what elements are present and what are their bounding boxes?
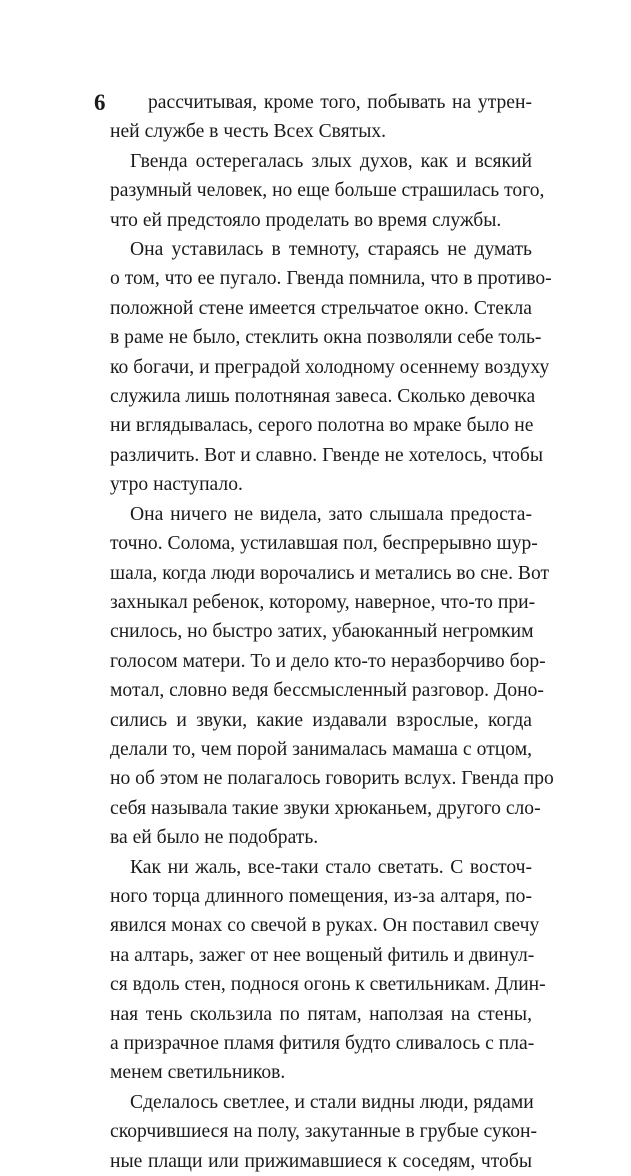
text-line: сились и звуки, какие издавали взрослые, когда <box>110 709 532 731</box>
text-line: ко богачи, и преградой холодному осеннему воздуху <box>110 356 550 378</box>
text-line: ная тень скользила по пятам, наползая на стены, <box>110 1003 532 1025</box>
text-line: о том, что ее пугало. Гвенда помнила, что в противо- <box>110 268 552 290</box>
paragraph <box>110 500 554 853</box>
text-line: скорчившиеся на полу, закутанные в грубые сукон- <box>110 1121 538 1143</box>
text-line: в раме не было, стеклить окна позволяли себе толь- <box>110 327 542 349</box>
text-line: явился монах со свечой в руках. Он поставил свечу <box>110 915 540 937</box>
text-line: Как ни жаль, все-таки стало светать. С восточ- <box>130 856 532 878</box>
paragraph <box>110 1088 538 1176</box>
page-number: 6 <box>94 90 106 115</box>
text-line: Она ничего не видела, зато слышала предоста- <box>130 503 532 525</box>
text-line: ни вглядывалась, серого полотна во мраке было не <box>110 415 534 437</box>
text-line: Гвенда остерегалась злых духов, как и всякий <box>130 150 532 172</box>
text-line: голосом матери. То и дело кто-то неразборчиво бор- <box>110 650 546 672</box>
text-line: но об этом не полагалось говорить вслух. Гвенда про <box>110 768 554 790</box>
text-line: себя называла такие звуки хрюканьем, другого сло- <box>110 797 541 819</box>
text-line: снилось, но быстро затих, убаюканный негромким <box>110 621 534 643</box>
text-line: точно. Солома, устилавшая пол, беспрерывно шур- <box>110 533 538 555</box>
text-line: на алтарь, зажег от нее вощеный фитиль и двинул- <box>110 944 535 966</box>
body-text <box>110 88 554 1176</box>
text-line: утро наступало. <box>110 474 243 496</box>
text-line: ва ей было не подобрать. <box>110 827 319 849</box>
text-line: положной стене имеется стрельчатое окно. Стекла <box>110 297 532 319</box>
text-line: Она уставилась в темноту, стараясь не думать <box>130 239 532 261</box>
text-line: захныкал ребенок, которому, наверное, что-то при- <box>110 591 536 613</box>
paragraph <box>110 235 552 500</box>
text-line: шала, когда люди ворочались и метались во сне. Вот <box>110 562 550 584</box>
text-line: Сделалось светлее, и стали видны люди, рядами <box>130 1091 534 1113</box>
text-line: разумный человек, но еще больше страшилась того, <box>110 180 545 202</box>
text-line: ного торца длинного помещения, из-за алтаря, по- <box>110 885 532 907</box>
text-line: ней службе в честь Всех Святых. <box>110 121 387 143</box>
text-line: а призрачное пламя фитиля будто сливалось с пла- <box>110 1033 535 1054</box>
text-line: ные плащи или прижимавшиеся к соседям, чтобы <box>110 1150 532 1172</box>
text-line: мотал, словно ведя бессмысленный разговор. Доно- <box>110 680 544 702</box>
text-line: делали то, чем порой занималась мамаша с отцом, <box>110 738 532 760</box>
paragraph <box>110 853 546 1088</box>
text-line: служила лишь полотняная завеса. Сколько девочка <box>110 386 536 408</box>
text-line: что ей предстояло проделать во время службы. <box>110 209 502 231</box>
paragraph <box>110 147 545 235</box>
paragraph <box>110 88 532 147</box>
text-line: различить. Вот и славно. Гвенде не хотелось, чтобы <box>110 444 544 466</box>
text-line: ся вдоль стен, поднося огонь к светильникам. Длин- <box>110 974 546 996</box>
text-line: менем светильников. <box>110 1062 286 1084</box>
text-line: рассчитывая, кроме того, побывать на утрен- <box>148 92 532 113</box>
